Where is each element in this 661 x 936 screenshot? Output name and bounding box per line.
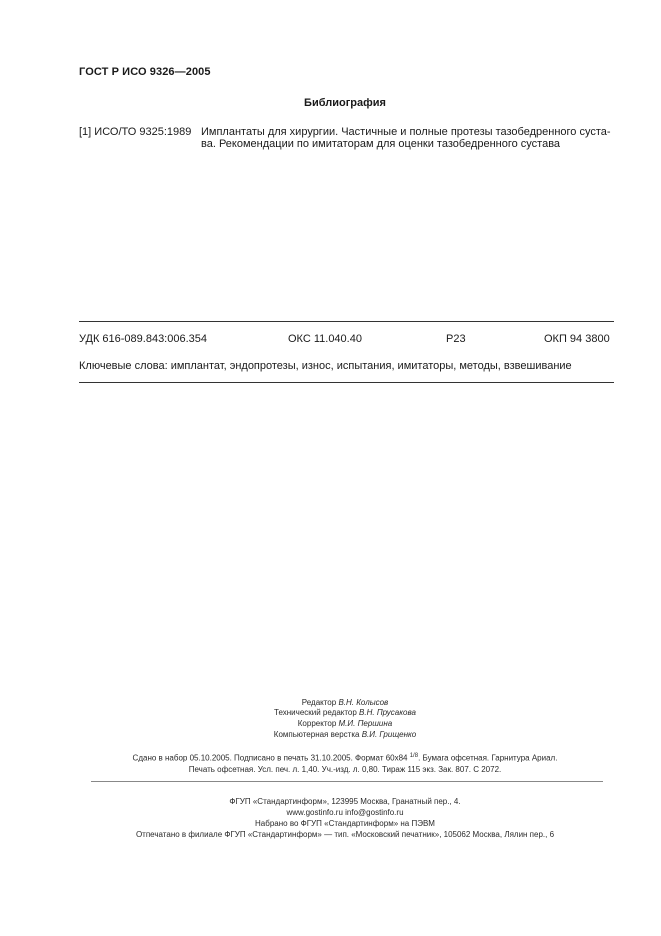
bibliography-ref: [1] ИСО/ТО 9325:1989 (79, 126, 192, 138)
group-code: Р23 (446, 333, 466, 345)
print-info-text: Сдано в набор 05.10.2005. Подписано в печать 31.10.2005. Формат 60x84 (132, 753, 410, 763)
udk-code: УДК 616-089.843:006.354 (79, 333, 208, 345)
credit-name: В.Н. Колысов (338, 698, 389, 707)
document-header: ГОСТ Р ИСО 9326—2005 (79, 66, 211, 78)
credit-editor (0, 698, 661, 707)
keywords-line: Ключевые слова: имплантат, эндопротезы, износ, испытания, имитаторы, методы, взвешивание (79, 360, 572, 372)
credit-corrector (0, 719, 661, 728)
okp-code: ОКП 94 3800 (544, 333, 610, 345)
publisher-line4: Отпечатано в филиале ФГУП «Стандартинформ» — тип. «Московский печатник», 105062 Москва, Лялин пер., 6 (135, 830, 555, 839)
print-info-line1 (0, 753, 661, 763)
print-info-line2: Печать офсетная. Усл. печ. л. 1,40. Уч.-изд. л. 0,80. Тираж 115 экз. Зак. 807. С 2072. (188, 765, 502, 774)
credit-layout (0, 730, 661, 739)
footer-divider (91, 781, 603, 782)
publisher-line2: www.gostinfo.ru info@gostinfo.ru (286, 808, 404, 817)
credit-name: М.И. Першина (338, 719, 393, 728)
top-divider (79, 321, 614, 322)
credit-role: Технический редактор (274, 708, 360, 717)
publisher-line1: ФГУП «Стандартинформ», 123995 Москва, Гранатный пер., 4. (229, 797, 461, 806)
credit-name: В.Н. Прусакова (359, 708, 416, 717)
credit-name: В.И. Грищенко (361, 730, 417, 739)
credit-tech-editor (0, 708, 661, 717)
bottom-divider (79, 382, 614, 383)
print-info-text: . Бумага офсетная. Гарнитура Ариал. (418, 753, 558, 763)
format-fraction: 1/8 (409, 753, 419, 759)
oks-code: ОКС 11.040.40 (288, 333, 362, 345)
bibliography-text-line2: ва. Рекомендации по имитаторам для оценки тазобедренного сустава (201, 138, 561, 150)
bibliography-title: Библиография (304, 97, 386, 109)
publisher-line3: Набрано во ФГУП «Стандартинформ» на ПЭВМ (255, 819, 435, 828)
bibliography-text-line1: Имплантаты для хирургии. Частичные и полные протезы тазобедренного суста- (201, 126, 611, 138)
credit-role: Корректор (297, 719, 339, 728)
credit-role: Компьютерная верстка (273, 730, 362, 739)
credit-role: Редактор (301, 698, 339, 707)
